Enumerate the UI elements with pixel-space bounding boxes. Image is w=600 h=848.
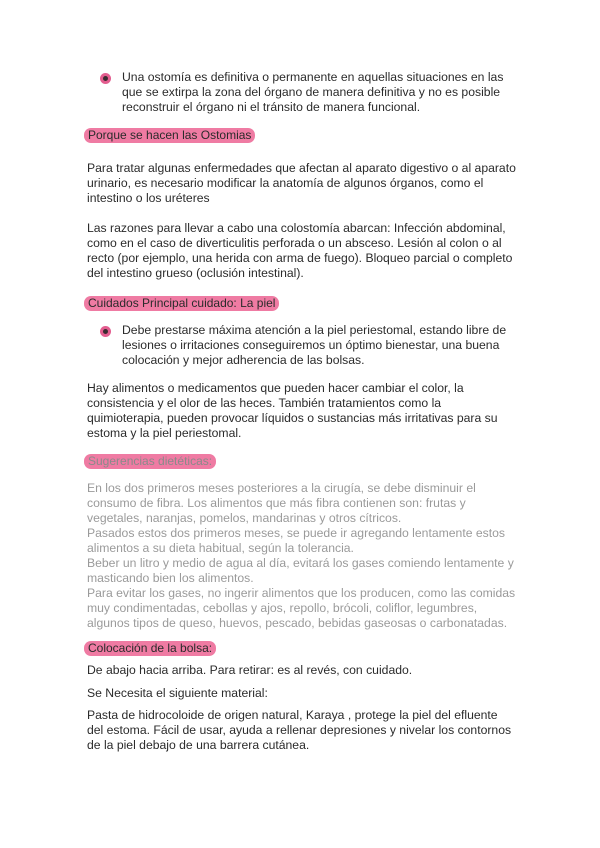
section-heading-sugerencias: Sugerencias dietéticas: bbox=[84, 454, 216, 469]
paragraph-de-abajo: De abajo hacia arriba. Para retirar: es al revés, con cuidado. bbox=[87, 663, 413, 677]
dietary-suggestions-block bbox=[87, 481, 517, 631]
paragraph-alimentos-medicamentos: Hay alimentos o medicamentos que pueden hacer cambiar el color, la consistencia y el olor de las heces. También tratamientos como la quimioterapia, pueden provocar líquidos o sustancias más irritativas para su estoma y la piel periestomal. bbox=[87, 381, 498, 440]
paragraph-razones: Las razones para llevar a cabo una colostomía abarcan: Infección abdominal, como en el caso de diverticulitis perforada o un absceso. Lesión al colon o al recto (por ejemplo, una herida con arma de fuego). Bloqueo parcial o completo del intestino grueso (oclusión intestinal). bbox=[87, 221, 513, 280]
dietary-line: Pasados estos dos primeros meses, se puede ir agregando lentamente estos alimentos a su dieta habitual, según la tolerancia. bbox=[87, 526, 505, 555]
bullet-text: Una ostomía es definitiva o permanente en aquellas situaciones en las que se extirpa la zona del órgano de manera definitiva y no es posible reconstruir el órgano ni el tránsito de manera funcional. bbox=[122, 70, 504, 114]
dietary-line: Beber un litro y medio de agua al día, evitará los gases comiendo lentamente y masticando bien los alimentos. bbox=[87, 556, 514, 585]
bullet-dot-icon bbox=[100, 73, 111, 84]
section-heading-cuidados: Cuidados Principal cuidado: La piel bbox=[84, 296, 279, 311]
bullet-item-piel bbox=[100, 323, 520, 368]
paragraph-pasta-hidrocoloide: Pasta de hidrocoloide de origen natural, Karaya , protege la piel del efluente del estoma. Fácil de usar, ayuda a rellenar depresiones y nivelar los contornos de la piel debajo de una barrera cutánea. bbox=[87, 708, 512, 752]
section-heading-porque: Porque se hacen las Ostomias bbox=[84, 128, 255, 143]
bullet-text: Debe prestarse máxima atención a la piel periestomal, estando libre de lesiones o irritaciones conseguiremos un óptimo bienestar, una buena colocación y mejor adherencia de las bolsas. bbox=[122, 323, 507, 367]
dietary-line: Para evitar los gases, no ingerir alimentos que los producen, como las comidas muy condimentadas, cebollas y ajos, repollo, brócoli, coliflor, legumbres, algunos tipos de queso, huevos, pescado, bebidas gaseosas o carbonatadas. bbox=[87, 586, 516, 630]
paragraph-tratar: Para tratar algunas enfermedades que afectan al aparato digestivo o al aparato urinario, es necesario modificar la anatomía de algunos órganos, como el intestino o los uréteres bbox=[87, 161, 516, 205]
dietary-line: En los dos primeros meses posteriores a la cirugía, se debe disminuir el consumo de fibra. Los alimentos que más fibra contienen son: frutas y vegetales, naranjas, pomelos, mandarinas y otros cítricos. bbox=[87, 481, 476, 525]
bullet-dot-icon bbox=[100, 326, 111, 337]
bullet-item-ostomia bbox=[100, 70, 520, 115]
section-heading-colocacion: Colocación de la bolsa: bbox=[84, 641, 216, 656]
paragraph-material: Se Necesita el siguiente material: bbox=[87, 686, 268, 700]
